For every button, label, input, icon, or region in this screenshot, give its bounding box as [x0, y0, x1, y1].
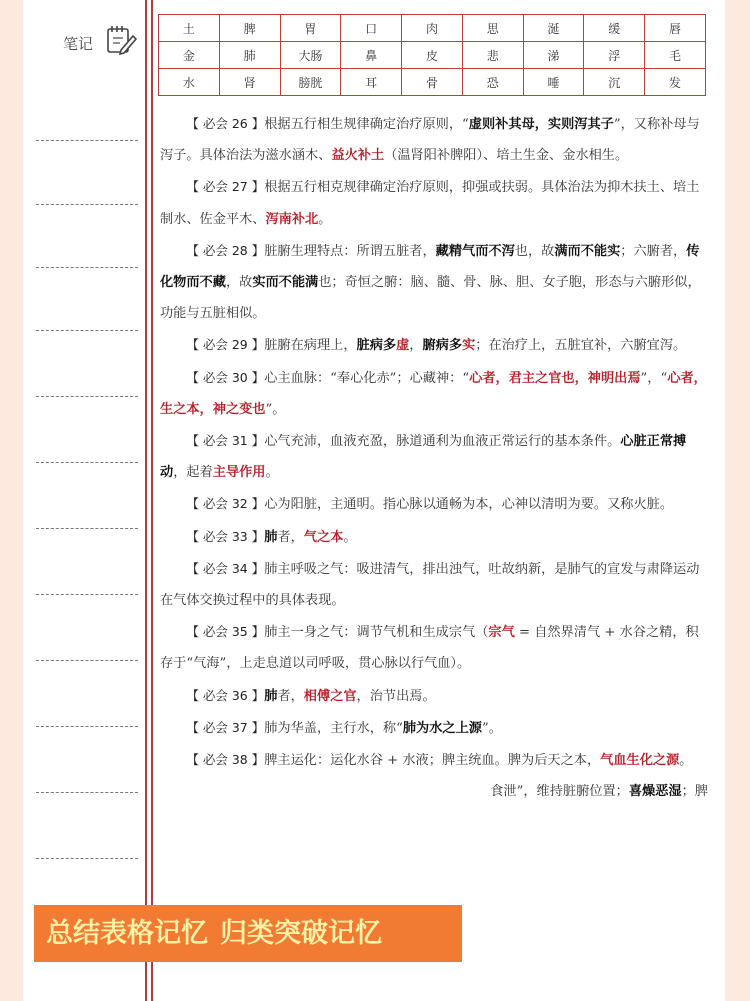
table-cell: 发: [645, 69, 706, 96]
table-cell: 水: [159, 69, 220, 96]
table-cell: 唇: [645, 15, 706, 42]
note-text: ，: [409, 338, 423, 354]
highlight-phrase: 气血生化之源: [600, 753, 680, 769]
table-cell: 金: [159, 42, 220, 69]
note-text: 者，: [277, 688, 304, 704]
note-text: ；在治疗上，五脏宜补，六腑宜泻。: [475, 338, 687, 354]
highlight-phrase: 益火补土: [331, 148, 385, 164]
table-cell: 脾: [219, 15, 280, 42]
table-cell: 耳: [341, 69, 402, 96]
item-tag: 【 必会 35 】: [186, 624, 265, 640]
note-text: 肺为华盖，主行水，称“: [264, 720, 403, 736]
item-tag: 【 必会 37 】: [186, 719, 265, 735]
note-item-37: [160, 712, 708, 744]
notes-label: 笔记: [63, 35, 94, 53]
note-text: 。: [318, 211, 332, 227]
item-tag: 【 必会 32 】: [186, 496, 265, 512]
note-text: “: [462, 117, 469, 132]
note-rule-line: [36, 140, 138, 141]
note-item-35: [160, 616, 708, 679]
note-item-38: [160, 744, 708, 776]
key-phrase: 传化物而不藏: [160, 243, 700, 291]
note-rule-line: [36, 330, 138, 331]
item-tag: 【 必会 28 】: [186, 242, 265, 258]
note-text: 也；奇恒之腑：脑、髓、骨、脉、胆、女子胞，形态与六腑形似，功能与五脏相似。: [160, 275, 701, 322]
note-text: ；六腑者，: [620, 243, 687, 259]
note-item-26: [160, 108, 708, 171]
note-text: 脏腑在病理上，: [264, 338, 357, 354]
table-cell: 胃: [280, 15, 341, 42]
table-row: [159, 69, 706, 96]
note-text: 心主血脉：“奉心化赤”；心藏神：“: [264, 370, 470, 386]
note-rule-line: [36, 858, 138, 859]
note-text: （温肾阳补脾阳）、培土生金、金水相生。: [384, 148, 629, 164]
note-item-28: [160, 235, 708, 330]
highlight-phrase: 泻南补北: [265, 211, 319, 227]
note-item-30: [160, 362, 708, 425]
promo-banner: [34, 905, 462, 962]
five-elements-table: [158, 14, 706, 96]
key-phrase: 腑病多: [422, 338, 463, 354]
table-cell: 土: [159, 15, 220, 42]
note-item-31: [160, 425, 708, 488]
note-text: 肺主呼吸之气：吸进清气，排出浊气，吐故纳新，是肺气的宣发与肃降运动在气体交换过程中的具体表现。: [160, 561, 700, 609]
item-tag: 【 必会 30 】: [186, 369, 265, 385]
key-phrase: 藏精气而不泻: [435, 243, 515, 259]
note-rule-line: [36, 528, 138, 529]
key-phrase: 喜燥恶湿: [628, 784, 682, 800]
table-cell: 浮: [584, 42, 645, 69]
table-cell: 肾: [219, 69, 280, 96]
note-text: 根据五行相克规律确定治疗原则，抑强或扶弱。具体治法为抑木扶土、培土制水、佐金平木、: [160, 180, 700, 227]
note-item-32: [160, 488, 708, 520]
note-rule-line: [36, 660, 138, 661]
note-text: 心气充沛，血液充盈，脉道通利为血液正常运行的基本条件。: [264, 434, 621, 450]
note-text: ”。: [481, 720, 502, 736]
note-text: 也，故: [514, 243, 555, 259]
note-rule-line: [36, 462, 138, 463]
note-text: ，起着: [173, 465, 213, 481]
table-cell: 皮: [402, 42, 463, 69]
table-row: [159, 15, 706, 42]
banner-text: 总结表格记忆: [46, 918, 208, 949]
note-rule-line: [36, 204, 138, 205]
item-tag: 【 必会 26 】: [186, 116, 265, 131]
note-item-36: [160, 680, 708, 712]
study-notes: [160, 108, 708, 807]
note-text: 脏腑生理特点：所谓五脏者，: [264, 243, 436, 259]
note-item-27: [160, 171, 708, 234]
notepad-pencil-icon: [104, 22, 138, 56]
item-tag: 【 必会 31 】: [186, 433, 265, 449]
note-text: 。: [343, 529, 357, 545]
table-cell: 大肠: [280, 42, 341, 69]
table-cell: 缓: [584, 15, 645, 42]
note-text: 。: [265, 465, 279, 481]
item-tag: 【 必会 33 】: [186, 528, 265, 544]
table-cell: 骨: [402, 69, 463, 96]
margin-line: [151, 0, 153, 1001]
note-text: 肺主一身之气：调节气机和生成宗气（: [264, 625, 489, 641]
table-cell: 涕: [523, 42, 584, 69]
highlight-phrase: 主导作用: [212, 465, 266, 481]
key-phrase: 实而不能满: [252, 275, 319, 291]
table-cell: 毛: [645, 42, 706, 69]
highlight-phrase: 心者，生之本，神之变也: [160, 370, 707, 417]
key-phrase: 虚则补其母，实则泻其子: [468, 117, 614, 132]
key-phrase: 肺为水之上源: [402, 720, 482, 736]
note-rule-line: [36, 267, 138, 268]
highlight-phrase: 心者，君主之官也，神明出焉: [469, 370, 641, 386]
table-cell: 口: [341, 15, 402, 42]
item-tag: 【 必会 27 】: [186, 179, 265, 195]
note-rule-line: [36, 396, 138, 397]
table-cell: 唾: [523, 69, 584, 96]
item-tag: 【 必会 38 】: [186, 752, 265, 768]
key-phrase: 肺: [264, 529, 278, 545]
banner-text: 归类突破记忆: [220, 918, 382, 949]
note-text: ”，“: [640, 370, 668, 386]
note-item-39-partial: [160, 776, 708, 807]
margin-line: [145, 0, 147, 1001]
key-phrase: 满而不能实: [554, 243, 621, 259]
key-phrase: 肺: [264, 688, 278, 704]
table-cell: 肺: [219, 42, 280, 69]
note-text: 脾主运化：运化水谷 + 水液；脾主统血。脾为后天之本，: [264, 753, 601, 769]
note-text: 。: [679, 753, 693, 769]
note-text: 者，: [277, 529, 304, 545]
table-cell: 膀胱: [280, 69, 341, 96]
table-cell: 肉: [402, 15, 463, 42]
note-rule-line: [36, 792, 138, 793]
highlight-phrase: 实: [462, 338, 476, 354]
note-text: ”。: [265, 401, 286, 417]
table-cell: 沉: [584, 69, 645, 96]
key-phrase: 脏病多: [356, 338, 397, 354]
table-cell: 悲: [462, 42, 523, 69]
note-text: ，故: [225, 275, 253, 291]
note-text: ，治节出焉。: [356, 688, 436, 704]
note-text: ；脾: [681, 784, 708, 800]
note-rule-line: [36, 594, 138, 595]
note-text: 心为阳脏，主通明。指心脉以通畅为本，心神以清明为要。又称火脏。: [264, 497, 674, 513]
note-text: ”，又称补母与泻子。具体治法为滋水涵木、: [160, 117, 700, 164]
key-phrase: 心脏正常搏动: [160, 434, 687, 481]
note-item-29: [160, 329, 708, 361]
table-cell: 鼻: [341, 42, 402, 69]
highlight-phrase: 宗气: [488, 625, 515, 641]
item-tag: 【 必会 34 】: [186, 560, 265, 576]
table-cell: 思: [462, 15, 523, 42]
table-row: [159, 42, 706, 69]
note-rule-line: [36, 726, 138, 727]
table-cell: 涎: [523, 15, 584, 42]
note-text: = 自然界清气 + 水谷之精，积存于“气海”，上走息道以司呼吸，贯心脉以行气血）。: [160, 625, 699, 672]
note-item-34: [160, 553, 708, 616]
table-cell: 恐: [462, 69, 523, 96]
highlight-phrase: 相傅之官: [303, 688, 357, 704]
note-text: 根据五行相生规律确定治疗原则，: [264, 117, 463, 132]
highlight-phrase: 气之本: [303, 529, 344, 545]
item-tag: 【 必会 36 】: [186, 687, 265, 703]
highlight-phrase: 虚: [396, 338, 410, 354]
item-tag: 【 必会 29 】: [186, 337, 265, 353]
note-text: 食泄”，维持脏腑位置；: [490, 784, 629, 800]
note-item-33: [160, 521, 708, 553]
